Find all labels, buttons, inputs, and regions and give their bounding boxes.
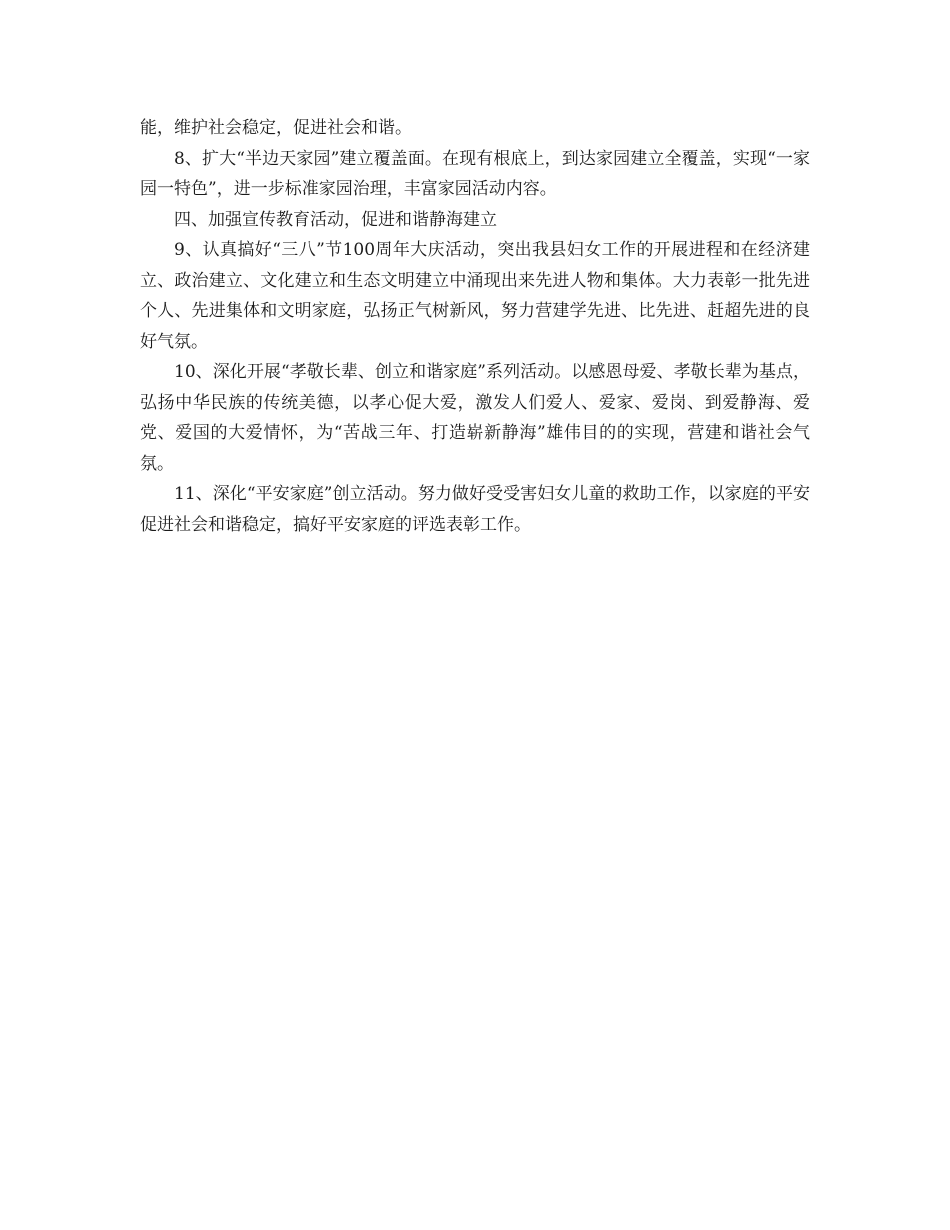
paragraph-item-8: 8、扩大“半边天家园”建立覆盖面。在现有根底上，到达家园建立全覆盖，实现“一家园一特色”，进一步标准家园治理，丰富家园活动内容。 <box>140 148 810 199</box>
paragraph-item-11: 11、深化“平安家庭”创立活动。努力做好受受害妇女儿童的救助工作，以家庭的平安促进社会和谐稳定，搞好平安家庭的评选表彰工作。 <box>140 484 810 535</box>
paragraph-continuation: 能，维护社会稳定，促进社会和谐。 <box>140 118 412 138</box>
paragraph-item-10: 10、深化开展“孝敬长辈、创立和谐家庭”系列活动。以感恩母爱、孝敬长辈为基点，弘扬中华民族的传统美德，以孝心促大爱，激发人们爱人、爱家、爱岗、到爱静海、爱党、爱国的大爱情怀，为“苦战三年、打造崭新静海”雄伟目的的实现，营建和谐社会气氛。 <box>140 362 810 474</box>
paragraph-item-9: 9、认真搞好“三八”节100周年大庆活动，突出我县妇女工作的开展进程和在经济建立、政治建立、文化建立和生态文明建立中涌现出来先进人物和集体。大力表彰一批先进个人、先进集体和文明家庭，弘扬正气树新风，努力营建学先进、比先进、赶超先进的良好气氛。 <box>140 240 810 352</box>
section-heading-4: 四、加强宣传教育活动，促进和谐静海建立 <box>174 209 497 230</box>
document-page <box>140 113 810 540</box>
